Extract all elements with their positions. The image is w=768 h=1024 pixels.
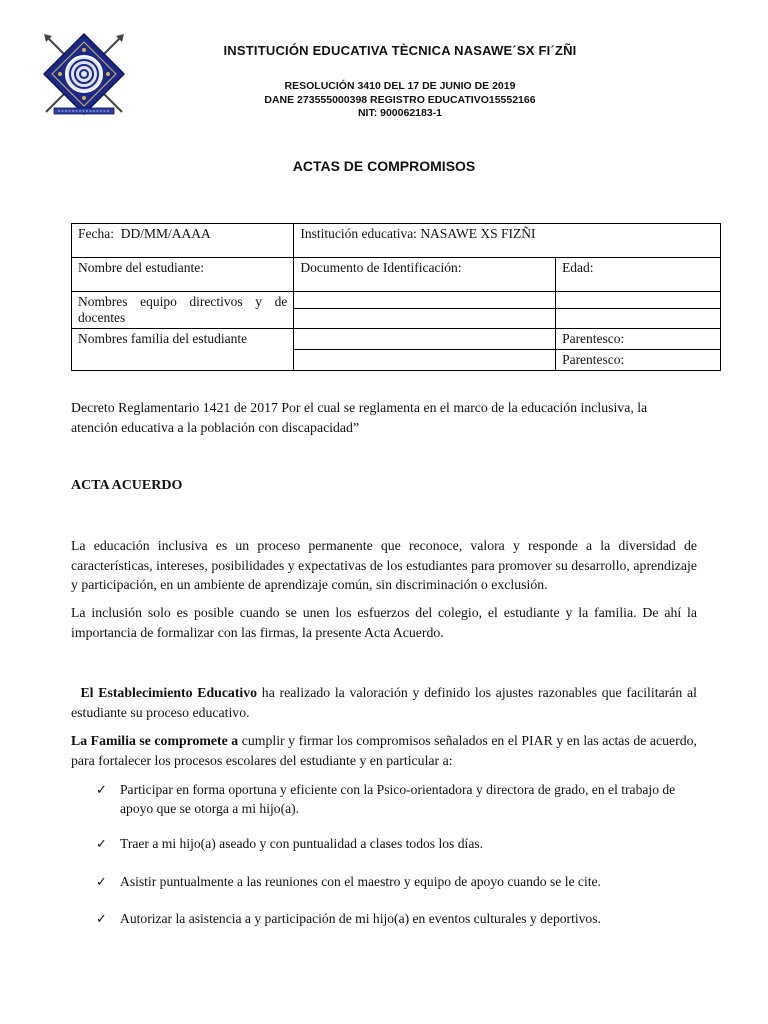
fecha-value: DD/MM/AAAA [120, 226, 211, 241]
commitment-text: Participar en forma oportuna y eficiente con la Psico-orientadora y directora de grado, en el trabajo de apoyo que se otorga a mi hijo(a). [120, 782, 676, 816]
resolution-line: RESOLUCIÓN 3410 DEL 17 DE JUNIO DE 2019 [284, 80, 516, 92]
parentesco-cell-1[interactable] [556, 329, 721, 350]
familia-label: Nombres familia del estudiante [78, 331, 248, 346]
table-row [72, 292, 721, 309]
parentesco-label: Parentesco: [562, 352, 625, 367]
list-item [96, 872, 696, 909]
list-item [96, 780, 696, 834]
fecha-cell[interactable] [72, 224, 294, 258]
inclusive-education-paragraph: La educación inclusiva es un proceso permanente que reconoce, valora y responde a la diversidad de características, intereses, posibilidades y expectativas de los estudiantes para promover su desarrollo, aprendizaje y participación, en un ambiente de aprendizaje común, sin discriminación o exclusión. [71, 538, 697, 592]
check-icon: ✓ [96, 911, 107, 926]
edad-cell[interactable] [556, 258, 721, 292]
institution-name: INSTITUCIÓN EDUCATIVA TÈCNICA NASAWE´SX FI´ZÑI [223, 43, 577, 58]
fecha-label: Fecha: [78, 226, 114, 241]
family-paragraph [71, 731, 697, 770]
establishment-paragraph [71, 683, 697, 722]
commitments-list [96, 780, 696, 933]
equipo-cell[interactable] [72, 292, 294, 329]
table-row [72, 224, 721, 258]
familia-cell[interactable] [72, 329, 294, 371]
establishment-bold: El Establecimiento Educativo [80, 685, 258, 700]
header-details [200, 80, 600, 121]
documento-label: Documento de Identificación: [300, 260, 462, 275]
commitment-text: Traer a mi hijo(a) aseado y con puntualidad a clases todos los días. [120, 836, 484, 851]
familia-input-1[interactable] [294, 329, 556, 350]
list-item [96, 909, 696, 933]
equipo-label: Nombres equipo directivos y de docentes [78, 294, 288, 325]
edad-label: Edad: [562, 260, 594, 275]
dane-line: DANE 273555000398 REGISTRO EDUCATIVO15552166 [264, 93, 536, 106]
check-icon: ✓ [96, 874, 107, 889]
table-row [72, 258, 721, 292]
nit-line: NIT: 900062183-1 [357, 107, 443, 119]
document-title: ACTAS DE COMPROMISOS [292, 158, 476, 174]
familia-input-2[interactable] [294, 350, 556, 371]
institucion-cell[interactable] [294, 224, 721, 258]
parentesco-label: Parentesco: [562, 331, 625, 346]
nombre-estudiante-cell[interactable] [72, 258, 294, 292]
table-row [72, 329, 721, 350]
equipo-input-1[interactable] [294, 292, 556, 309]
parentesco-cell-2[interactable] [556, 350, 721, 371]
inclusion-paragraph: La inclusión solo es posible cuando se unen los esfuerzos del colegio, el estudiante y la familia. De ahí la importancia de formalizar con las firmas, la presente Acta Acuerdo. [71, 605, 697, 640]
institution-logo [40, 30, 128, 118]
family-bold: La Familia se compromete a [71, 733, 239, 748]
equipo-input-2[interactable] [294, 308, 556, 328]
family-rest: cumplir y firmar los compromisos señalados en el PIAR y en las actas de acuerdo, para fortalecer los procesos escolares del estudiante y en particular a: [71, 733, 697, 768]
decree-text: Decreto Reglamentario 1421 de 2017 Por el cual se reglamenta en el marco de la educación inclusiva, la atención educativa a la población con discapacidad” [71, 400, 648, 435]
commitment-text: Asistir puntualmente a las reuniones con el maestro y equipo de apoyo cuando se le cite. [120, 874, 601, 889]
nombre-estudiante-label: Nombre del estudiante: [78, 260, 204, 275]
acta-acuerdo-heading: ACTA ACUERDO [71, 478, 183, 493]
establishment-rest: ha realizado la valoración y definido los ajustes razonables que facilitarán al estudiante su proceso educativo. [71, 685, 697, 720]
commitment-text: Autorizar la asistencia a y participación de mi hijo(a) en eventos culturales y deportivos. [120, 911, 601, 926]
institucion-value: NASAWE XS FIZÑI [420, 226, 536, 241]
equipo-extra-2[interactable] [556, 308, 721, 328]
documento-cell[interactable] [294, 258, 556, 292]
student-info-table [71, 223, 721, 371]
institucion-label: Institución educativa: [300, 226, 417, 241]
check-icon: ✓ [96, 836, 107, 851]
list-item [96, 834, 696, 872]
check-icon: ✓ [96, 782, 107, 797]
equipo-extra-1[interactable] [556, 292, 721, 309]
